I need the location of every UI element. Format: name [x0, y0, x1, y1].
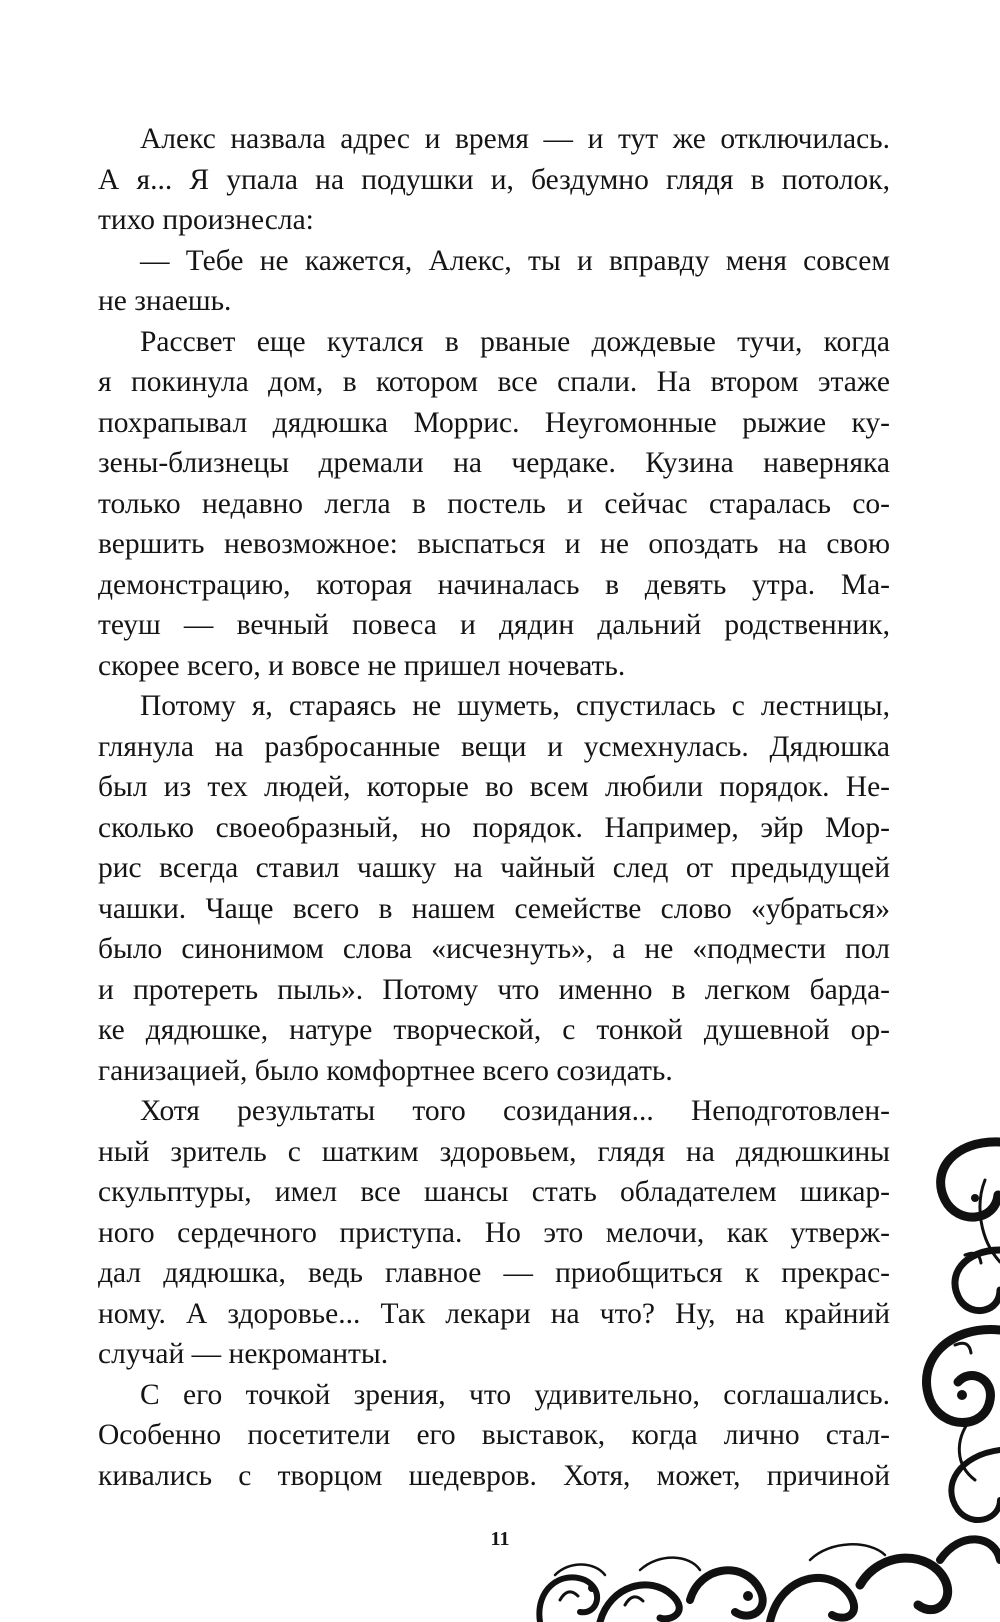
text-line: Потому я, стараясь не шуметь, спустилась с лестницы,	[140, 690, 890, 722]
text-line: зены-близнецы дремали на чердаке. Кузина наверняка	[98, 447, 890, 479]
text-line: случай — некроманты.	[98, 1338, 389, 1370]
text-line: скульптуры, имел все шансы стать обладателем шикар-	[98, 1176, 890, 1208]
text-line: ному. А здоровье... Так лекари на что? Ну, на крайний	[98, 1297, 890, 1330]
text-line: только недавно легла в постель и сейчас старалась со-	[98, 487, 890, 520]
text-line: демонстрацию, которая начиналась в девять утра. Ма-	[98, 568, 890, 601]
text-line: ке дядюшке, натуре творческой, с тонкой душевной ор-	[98, 1014, 890, 1046]
page-number: 11	[490, 1528, 510, 1550]
text-line: глянула на разбросанные вещи и усмехнулась. Дядюшка	[98, 730, 890, 763]
text-line: А я... Я упала на подушки и, бездумно глядя в потолок,	[98, 163, 890, 196]
text-line: Рассвет еще кутался в рваные дождевые тучи, когда	[140, 325, 890, 358]
text-line: кивались с творцом шедевров. Хотя, может, причиной	[98, 1459, 890, 1492]
text-line: теуш — вечный повеса и дядин дальний родственник,	[98, 609, 890, 641]
text-line: рис всегда ставил чашку на чайный след от предыдущей	[98, 852, 890, 884]
text-line: чашки. Чаще всего в нашем семействе слово «убраться»	[98, 892, 890, 925]
text-line: ный зритель с шатким здоровьем, глядя на дядюшкины	[98, 1135, 890, 1168]
text-line: я покинула дом, в котором все спали. На втором этаже	[98, 366, 890, 398]
text-line: Особенно посетители его выставок, когда лично стал-	[98, 1419, 890, 1451]
text-line: ганизацией, было комфортнее всего созидать.	[98, 1054, 673, 1087]
text-line: дал дядюшка, ведь главное — приобщиться к прекрас-	[98, 1257, 890, 1289]
text-line: — Тебе не кажется, Алекс, ты и вправду меня совсем	[140, 244, 890, 277]
text-line: вершить невозможное: выспаться и не опоздать на свою	[98, 528, 890, 560]
text-line: было синонимом слова «исчезнуть», а не «подмести пол	[98, 933, 890, 965]
text-line: похрапывал дядюшка Моррис. Неугомонные рыжие ку-	[98, 406, 890, 439]
text-line: и протереть пыль». Потому что именно в легком барда-	[98, 973, 890, 1006]
text-line: Алекс назвала адрес и время — и тут же отключилась.	[140, 123, 890, 155]
text-line: скорее всего, и вовсе не пришел ночевать.	[98, 649, 626, 682]
text-line: тихо произнесла:	[98, 204, 314, 236]
body-text	[98, 119, 890, 1496]
text-line: Хотя результаты того созидания... Неподготовлен-	[140, 1095, 890, 1127]
text-line: С его точкой зрения, что удивительно, соглашались.	[140, 1378, 890, 1411]
text-line: не знаешь.	[98, 285, 232, 317]
text-line: ного сердечного приступа. Но это мелочи, как утверж-	[98, 1216, 890, 1249]
text-line: сколько своеобразный, но порядок. Например, эйр Мор-	[98, 811, 890, 844]
text-line: был из тех людей, которые во всем любили порядок. Не-	[98, 771, 890, 803]
